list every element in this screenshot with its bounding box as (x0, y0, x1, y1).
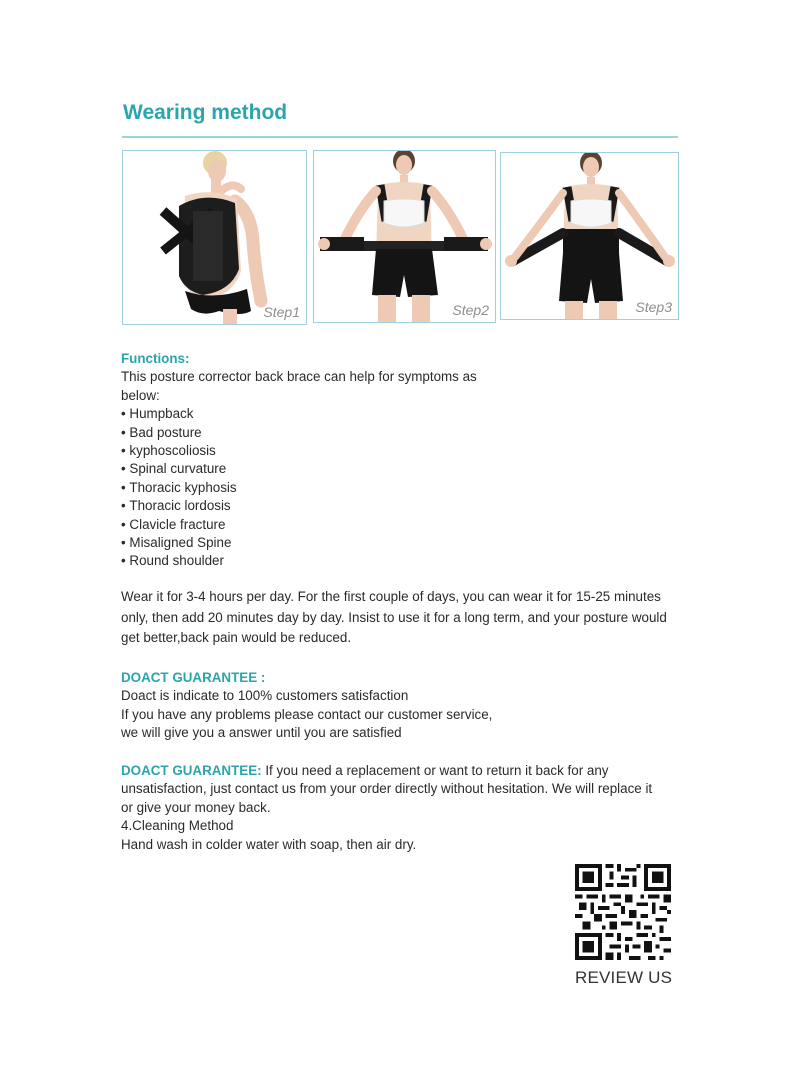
usage-line3: get better,back pain would be reduced. (121, 630, 352, 645)
step-2-image (313, 150, 496, 323)
list-item: • kyphoscoliosis (121, 442, 477, 460)
functions-section (121, 350, 477, 571)
guarantee1-line2: If you have any problems please contact our customer service, (121, 706, 493, 722)
step-3-label: Step3 (635, 299, 672, 315)
functions-intro-line1: This posture corrector back brace can help for symptoms as (121, 369, 477, 385)
guarantee-section-1 (121, 669, 492, 743)
guarantee2-line3: or give your money back. (121, 799, 271, 815)
usage-line2: only, then add 20 minutes day by day. Insist to use it for a long term, and your posture would (121, 609, 667, 625)
guarantee-section-2 (121, 762, 652, 854)
usage-line1: Wear it for 3-4 hours per day. For the first couple of days, you can wear it for 15-25 minutes (121, 589, 661, 604)
step-1-label: Step1 (263, 304, 300, 320)
guarantee1-line1: Doact is indicate to 100% customers satisfaction (121, 688, 409, 704)
list-item: • Thoracic kyphosis (121, 479, 477, 497)
symptom-list (121, 405, 477, 571)
guarantee1-line3: we will give you a answer until you are satisfied (121, 725, 402, 741)
step-2-label: Step2 (452, 302, 489, 318)
cleaning-text: Hand wash in colder water with soap, then air dry. (121, 836, 417, 852)
cleaning-heading: 4.Cleaning Method (121, 818, 234, 834)
list-item: • Round shoulder (121, 552, 477, 570)
guarantee2-line1 (121, 762, 652, 780)
page-title: Wearing method (123, 101, 288, 124)
review-qr-code[interactable] (575, 864, 671, 960)
usage-paragraph (121, 587, 667, 649)
guarantee2-line1-text: If you need a replacement or want to return it back for any (261, 763, 609, 778)
list-item: • Clavicle fracture (121, 516, 477, 534)
step-3-image (500, 152, 679, 320)
list-item: • Misaligned Spine (121, 534, 477, 552)
list-item: • Bad posture (121, 424, 477, 442)
list-item: • Thoracic lordosis (121, 497, 477, 515)
functions-heading: Functions: (121, 351, 190, 366)
guarantee-heading-1: DOACT GUARANTEE : (121, 670, 266, 685)
list-item: • Humpback (121, 405, 477, 423)
list-item: • Spinal curvature (121, 460, 477, 478)
functions-intro-line2: below: (121, 387, 160, 403)
guarantee2-line2: unsatisfaction, just contact us from your order directly without hesitation. We will replace it (121, 781, 653, 797)
step-1-image (122, 150, 307, 325)
review-us-label[interactable]: REVIEW US (575, 968, 673, 987)
guarantee-heading-2: DOACT GUARANTEE: (121, 763, 262, 778)
title-divider (122, 136, 678, 138)
